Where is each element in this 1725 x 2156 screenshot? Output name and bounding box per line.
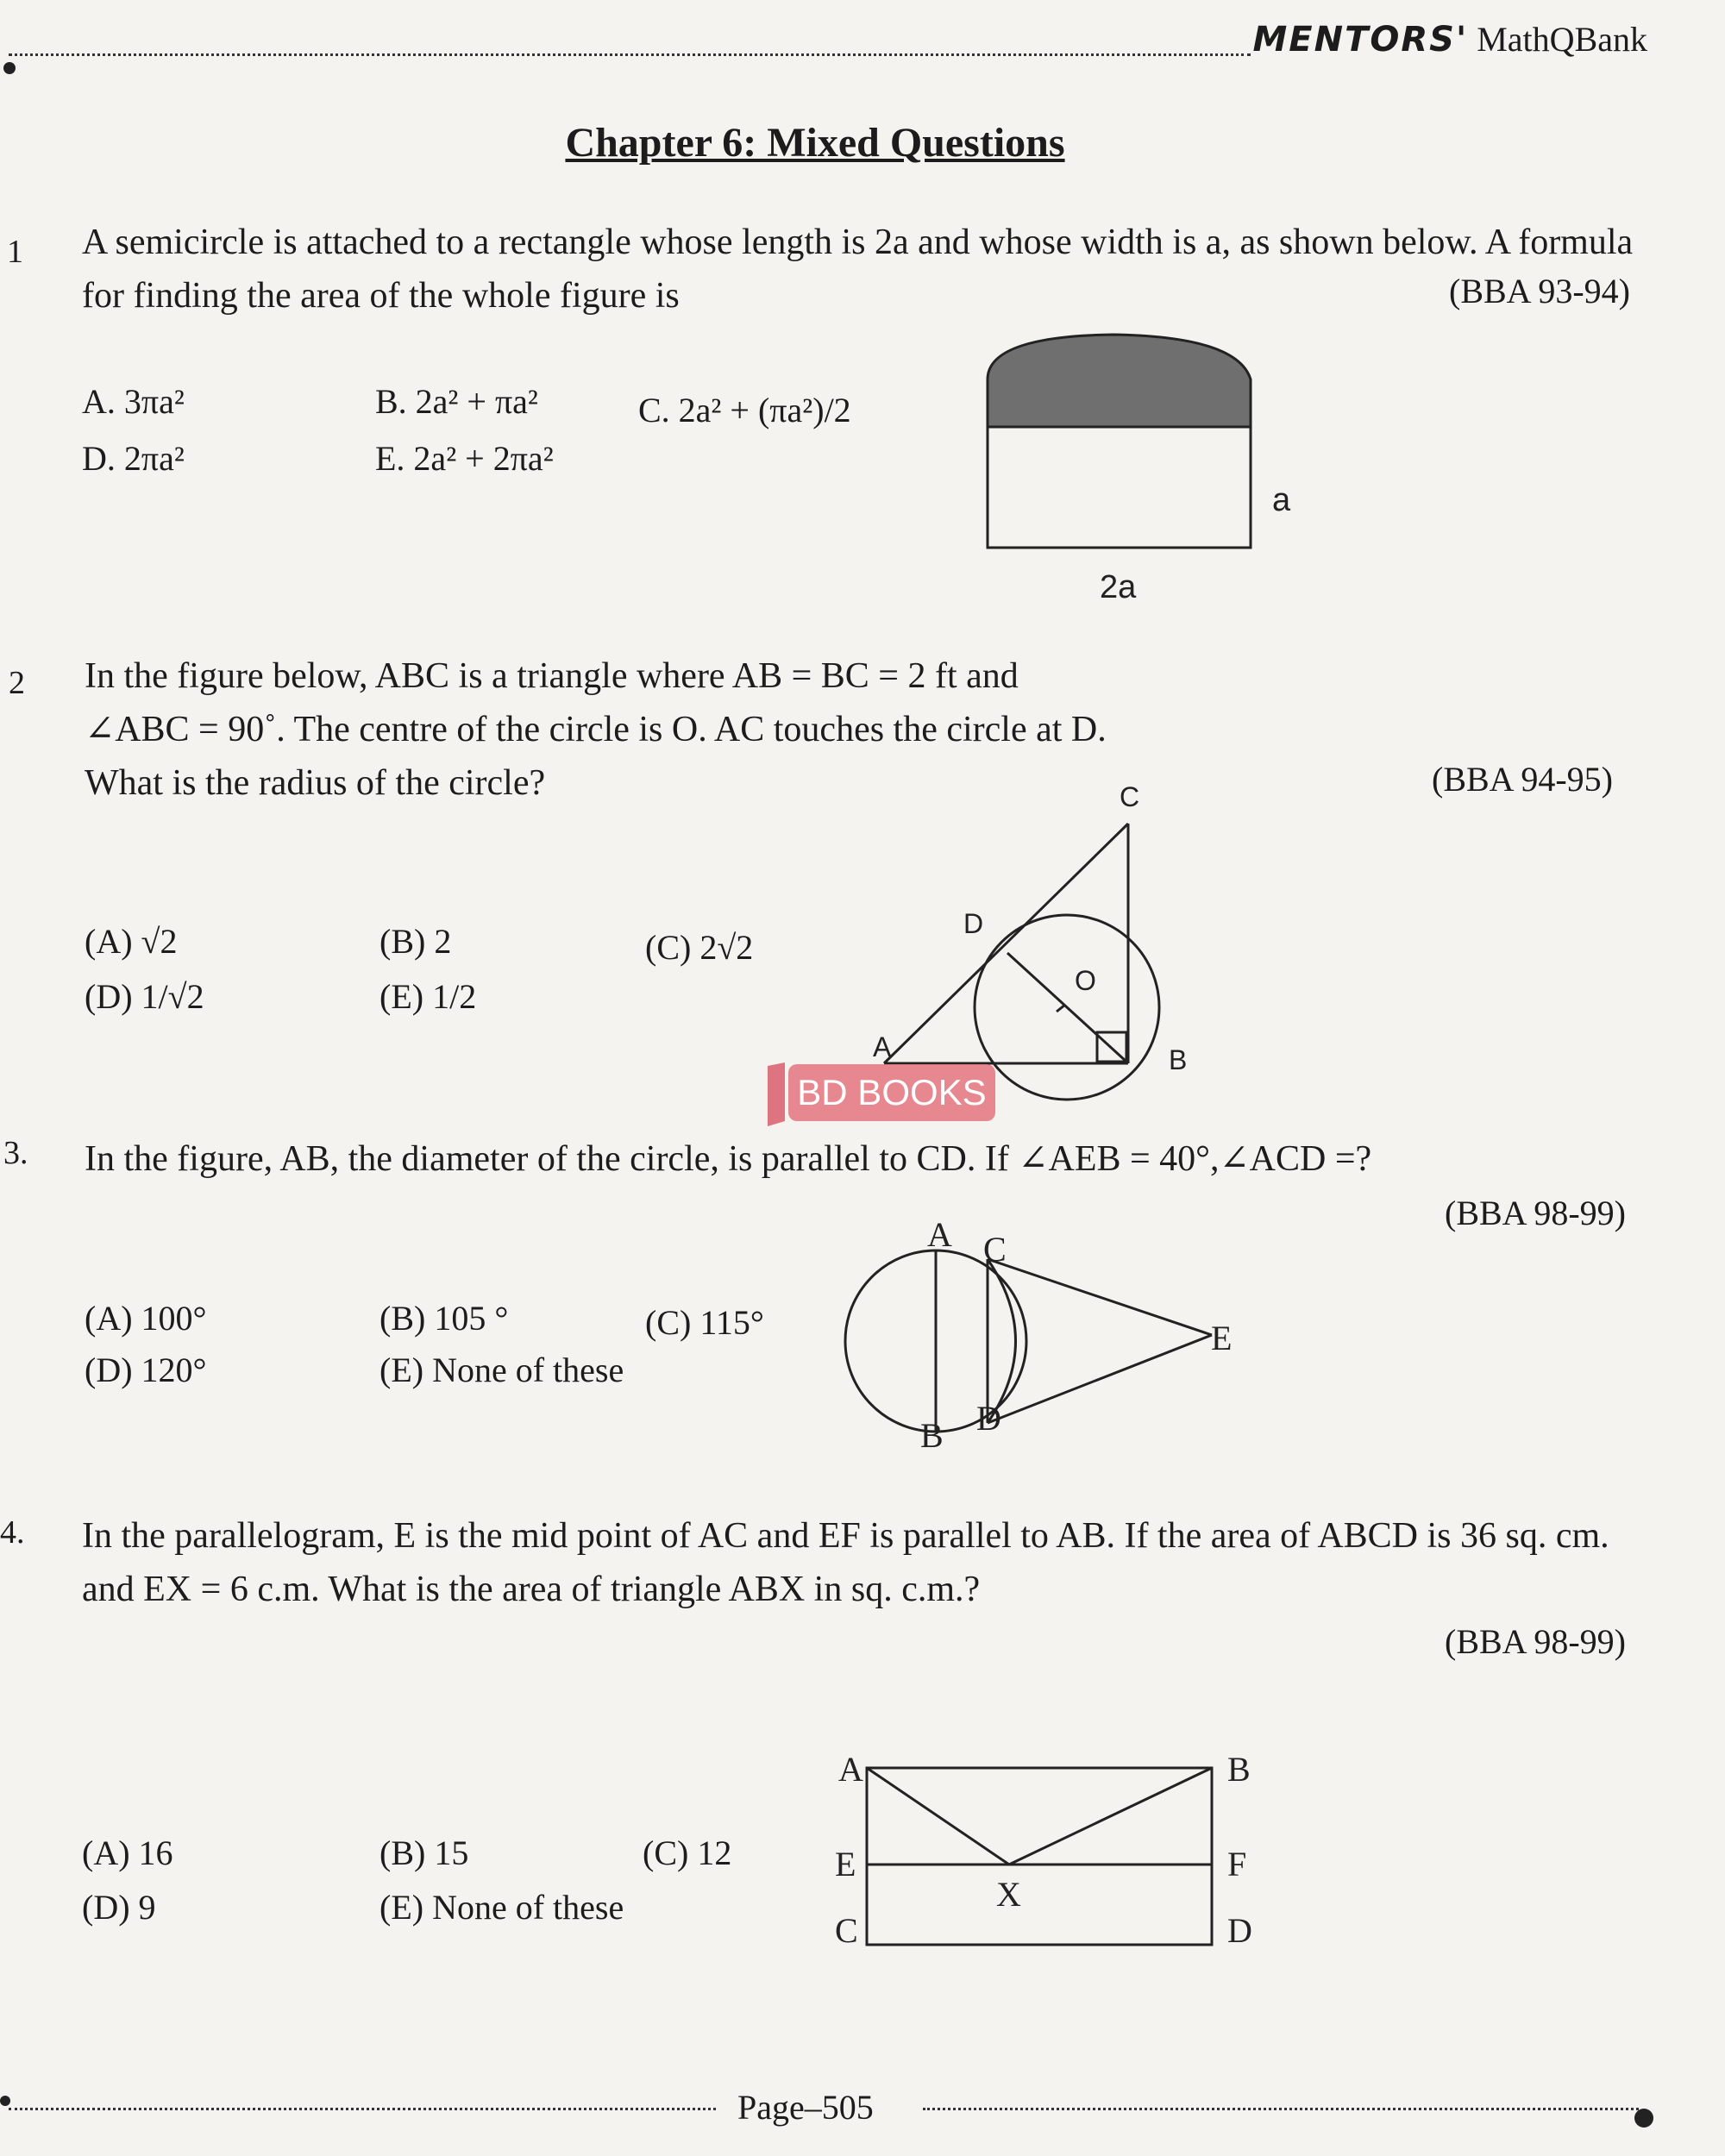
q2-option-b: (B) 2	[380, 922, 452, 961]
q2-text-line3: What is the radius of the circle?	[85, 763, 546, 803]
footer-left-dot	[0, 2096, 10, 2106]
q3-option-c: (C) 115°	[645, 1303, 764, 1342]
semicircle-cap	[988, 335, 1251, 427]
q3-option-a: (A) 100°	[85, 1299, 207, 1338]
watermark-text: BD BOOKS	[797, 1072, 987, 1112]
label-2a: 2a	[1100, 569, 1137, 605]
q1-source: (BBA 93-94)	[1449, 272, 1630, 310]
label-a: A	[873, 1031, 892, 1062]
line-bx	[1009, 1768, 1212, 1865]
label-a: A	[927, 1215, 952, 1254]
footer-rule-left	[9, 2108, 716, 2110]
q1-figure-semicircle-rectangle	[966, 319, 1328, 621]
q2-text-line1: In the figure below, ABC is a triangle where AB = BC = 2 ft and	[85, 656, 1019, 696]
label-d: D	[1227, 1911, 1252, 1950]
q2-option-a: (A) √2	[85, 922, 178, 961]
q4-option-b: (B) 15	[380, 1833, 469, 1872]
q2-option-c: (C) 2√2	[645, 928, 754, 967]
header-brand	[1252, 19, 1647, 60]
q1-number: 1	[7, 234, 23, 270]
q4-text: In the parallelogram, E is the mid point of AC and EF is parallel to AB. If the area of ABCD is 36 sq. cm. and EX = 6 c.m. What is the area of triangle ABX in sq. c.m.?	[82, 1516, 1609, 1609]
q3-option-d: (D) 120°	[85, 1351, 207, 1389]
parallelogram-abcd	[867, 1768, 1212, 1945]
label-d: D	[963, 908, 984, 939]
label-c: C	[1120, 781, 1140, 812]
label-o: O	[1075, 965, 1096, 996]
q2-text-line2: ∠ABC = 90˚. The centre of the circle is O. AC touches the circle at D.	[85, 710, 1107, 749]
q4-option-c: (C) 12	[643, 1833, 732, 1872]
q4-option-a: (A) 16	[82, 1833, 173, 1872]
tick-mark	[1057, 1005, 1065, 1012]
watermark-logo	[759, 1059, 1000, 1131]
q1-option-c: C. 2a² + (πa²)/2	[638, 391, 851, 429]
radius-od	[1007, 953, 1126, 1062]
label-a: A	[838, 1750, 863, 1789]
label-b: B	[920, 1416, 944, 1455]
q3-text: In the figure, AB, the diameter of the circle, is parallel to CD. If ∠AEB = 40°,∠ACD =?	[85, 1139, 1372, 1179]
footer-right-dot	[1634, 2109, 1653, 2128]
q2-figure-triangle-circle	[862, 772, 1225, 1100]
page-number: Page–505	[737, 2088, 874, 2127]
brand-logo: MENTORS'	[1252, 20, 1469, 60]
q3-option-b: (B) 105 °	[380, 1299, 509, 1338]
q2-number: 2	[9, 665, 25, 701]
label-b: B	[1169, 1044, 1188, 1075]
label-c: C	[983, 1230, 1007, 1269]
q2-option-d: (D) 1/√2	[85, 977, 204, 1016]
q1-option-b: B. 2a² + πa²	[375, 382, 538, 421]
q4-number: 4.	[0, 1514, 25, 1551]
footer-rule-right	[923, 2108, 1639, 2110]
q2-source: (BBA 94-95)	[1432, 760, 1613, 799]
q3-figure-circle-chords	[845, 1216, 1276, 1466]
side-ac	[884, 824, 1128, 1063]
label-e: E	[835, 1845, 856, 1883]
line-ax	[867, 1768, 1009, 1865]
label-a: a	[1272, 482, 1291, 518]
header-rule	[9, 53, 1251, 56]
page-title: Chapter 6: Mixed Questions	[565, 120, 1065, 166]
label-c: C	[835, 1911, 858, 1950]
book-icon	[768, 1062, 785, 1126]
q1-option-d: D. 2πa²	[82, 439, 185, 478]
q4-figure-parallelogram	[828, 1742, 1276, 1966]
rectangle	[988, 427, 1251, 548]
label-e: E	[1211, 1319, 1233, 1357]
q1-option-e: E. 2a² + 2πa²	[375, 439, 554, 478]
q4-option-e: (E) None of these	[380, 1888, 624, 1927]
header-left-dot	[3, 62, 16, 74]
q2-option-e: (E) 1/2	[380, 977, 477, 1016]
q3-option-e: (E) None of these	[380, 1351, 624, 1389]
label-b: B	[1227, 1750, 1251, 1789]
q1-text: A semicircle is attached to a rectangle whose length is 2a and whose width is a, as shown below. A formula for finding the area of the whole figure is	[82, 222, 1634, 316]
label-d: D	[976, 1399, 1001, 1438]
label-f: F	[1227, 1845, 1247, 1883]
q3-number: 3.	[3, 1135, 28, 1171]
q1-option-a: A. 3πa²	[82, 382, 185, 421]
label-x: X	[996, 1875, 1021, 1914]
line-ce	[988, 1259, 1212, 1335]
q4-source: (BBA 98-99)	[1445, 1622, 1626, 1661]
q3-source: (BBA 98-99)	[1445, 1194, 1626, 1232]
brand-name: MathQBank	[1477, 20, 1647, 59]
q4-option-d: (D) 9	[82, 1888, 156, 1927]
line-de	[988, 1335, 1212, 1423]
